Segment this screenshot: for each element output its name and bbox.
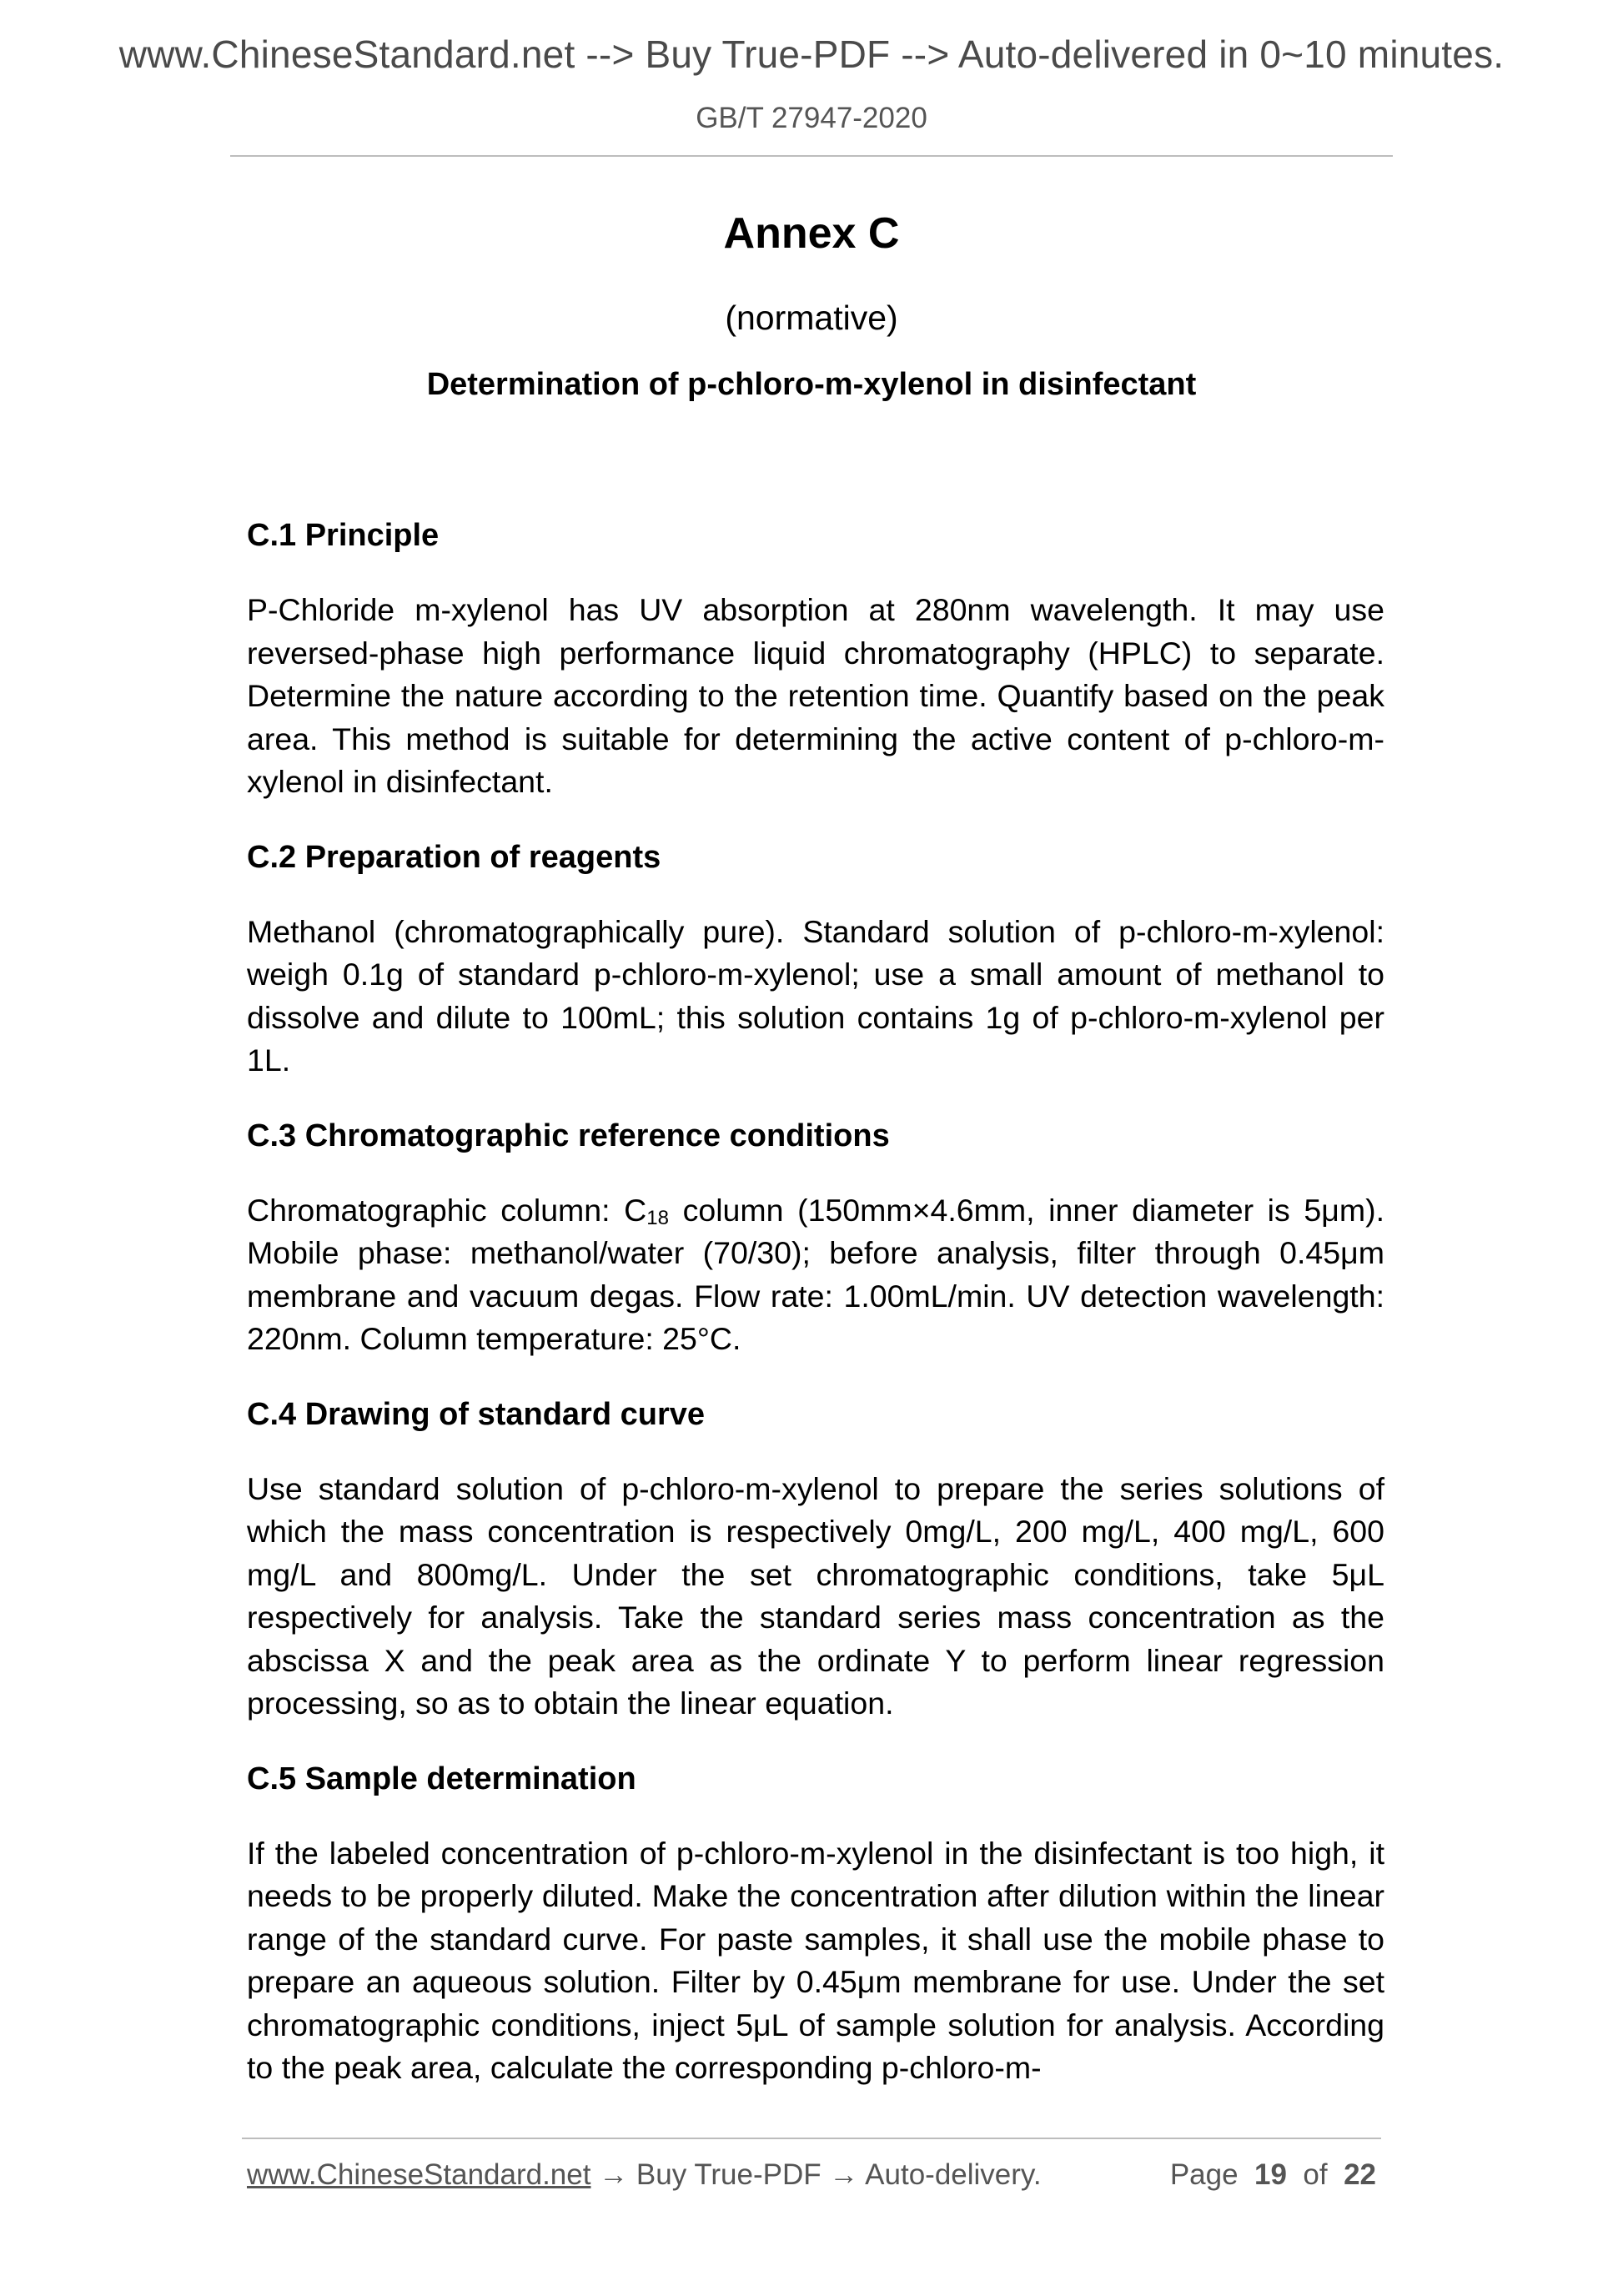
annex-title: Annex C <box>723 209 900 258</box>
annex-type: (normative) <box>725 299 898 337</box>
page-number: 19 <box>1254 2158 1287 2191</box>
section-heading-principle: C.1 Principle <box>247 518 440 553</box>
section-heading-chromatographic-conditions: C.3 Chromatographic reference conditions <box>247 1118 890 1153</box>
page-label: Page <box>1169 2158 1239 2191</box>
annex-subtitle: Determination of p-chloro-m-xylenol in disinfectant <box>426 367 1197 402</box>
conditions-text: column (150mm×4.6mm, inner diameter is 5μm). Mobile phase: methanol/water (70/30); before analysis, filter through 0.45μm membrane and vacuum degas. Flow rate: 1.00mL/min. UV detection wavelength: 220nm. Column temperature: 25°C. <box>247 1192 1384 1356</box>
header-divider <box>230 155 1393 157</box>
page-indicator <box>1170 2158 1376 2192</box>
column-subscript: 18 <box>646 1206 669 1229</box>
section-text-reagents: Methanol (chromatographically pure). Standard solution of p-chloro-m-xylenol: weigh 0.1g of standard p-chloro-m-xylenol; use a small amount of methanol to dissolve and dilute to 100mL; this solution contains 1g of p-chloro-m-xylenol per 1L. <box>247 913 1384 1078</box>
section-text-chromatographic-conditions <box>247 1189 1384 1361</box>
section-text-principle: P-Chloride m-xylenol has UV absorption at 280nm wavelength. It may use reversed-phase high performance liquid chromatography (HPLC) to separate. Determine the nature according to the retention time. Quantify based on the peak area. This method is suitable for determining the active content of p-chloro-m-xylenol in disinfectant. <box>247 592 1384 799</box>
document-body <box>247 514 1384 2122</box>
header-banner: www.ChineseStandard.net --> Buy True-PDF --> Auto-delivered in 0~10 minutes. <box>118 33 1505 76</box>
section-heading-reagents: C.2 Preparation of reagents <box>247 839 661 875</box>
footer-promo <box>247 2158 1042 2192</box>
footer-divider <box>242 2138 1381 2139</box>
section-heading-standard-curve: C.4 Drawing of standard curve <box>247 1396 706 1432</box>
column-text: Chromatographic column: C <box>247 1192 647 1228</box>
footer-site-link[interactable]: www.ChineseStandard.net <box>247 2158 591 2191</box>
section-text-standard-curve: Use standard solution of p-chloro-m-xylenol to prepare the series solutions of which the mass concentration is respectively 0mg/L, 200 mg/L, 400 mg/L, 600 mg/L and 800mg/L. Under the set chromatographic conditions, take 5μL respectively for analysis. Take the standard series mass concentration as the abscissa X and the peak area as the ordinate Y to perform linear regression processing, so as to obtain the linear equation. <box>247 1470 1384 1721</box>
of-label: of <box>1303 2158 1328 2191</box>
section-heading-sample-determination: C.5 Sample determination <box>247 1761 636 1796</box>
footer-promo-text: → Buy True-PDF → Auto-delivery. <box>590 2158 1042 2191</box>
standard-code: GB/T 27947-2020 <box>696 102 927 134</box>
total-pages: 22 <box>1344 2158 1376 2191</box>
section-text-sample-determination: If the labeled concentration of p-chloro-m-xylenol in the disinfectant is too high, it needs to be properly diluted. Make the concentration after dilution within the linear range of the standard curve. For paste samples, it shall use the mobile phase to prepare an aqueous solution. Filter by 0.45μm membrane for use. Under the set chromatographic conditions, inject 5μL of sample solution for analysis. According to the peak area, calculate the corresponding p-chloro-m- <box>247 1835 1384 2085</box>
